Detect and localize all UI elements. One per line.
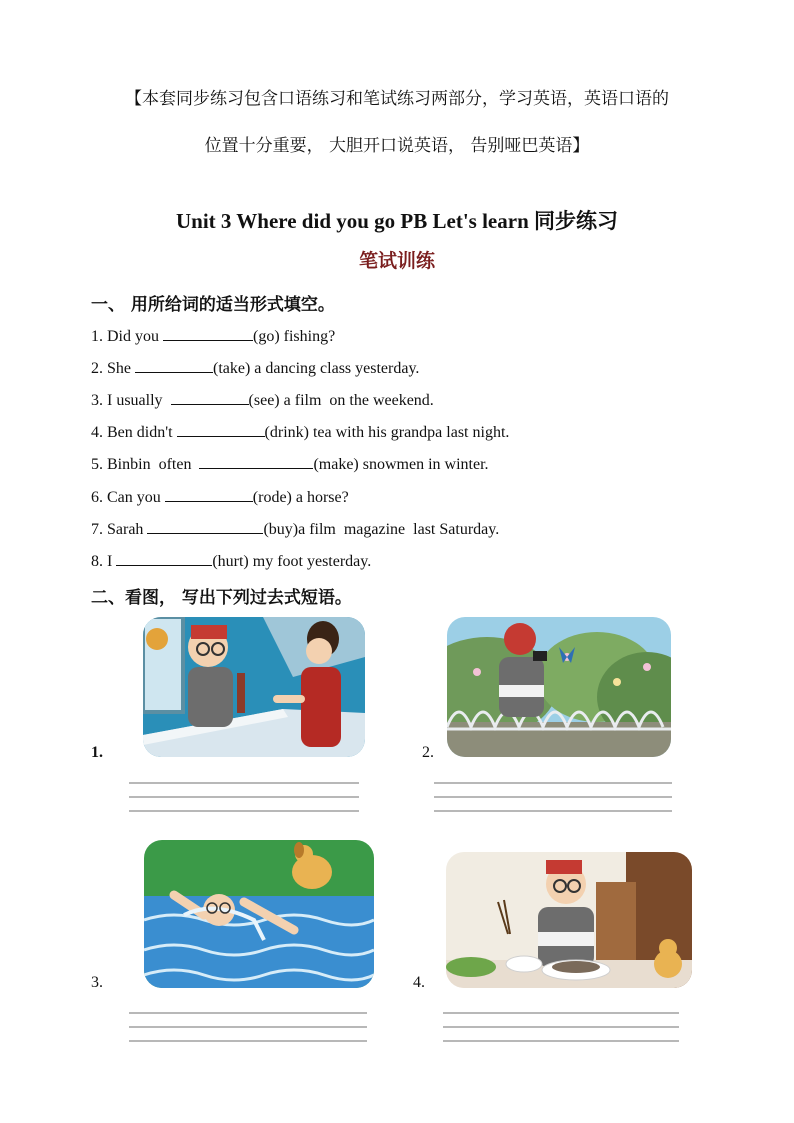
question-8: 8. I (hurt) my foot yesterday. <box>91 553 372 570</box>
intro-line-1: 【本套同步练习包含口语练习和笔试练习两部分，学习英语，英语口语的 <box>125 89 669 109</box>
answer-lines-3[interactable] <box>129 1012 367 1054</box>
question-3: 3. I usually (see) a film on the weekend. <box>91 392 434 409</box>
answer-lines-4[interactable] <box>443 1012 679 1054</box>
answer-blank[interactable] <box>116 551 212 566</box>
page-subtitle: 笔试训练 <box>358 250 435 272</box>
question-6: 6. Can you (rode) a horse? <box>91 489 349 506</box>
section-1-heading: 一、 用所给词的适当形式填空。 <box>91 295 335 315</box>
section-2-heading: 二、看图， 写出下列过去式短语。 <box>91 588 352 608</box>
picture-4-illustration <box>446 852 692 988</box>
picture-2-label: 2. <box>422 744 434 761</box>
picture-3-label: 3. <box>91 974 103 991</box>
question-7: 7. Sarah (buy)a film magazine last Saturday. <box>91 521 500 538</box>
answer-blank[interactable] <box>163 326 253 341</box>
answer-blank[interactable] <box>165 487 253 502</box>
answer-blank[interactable] <box>177 422 265 437</box>
picture-3-illustration <box>144 840 374 988</box>
question-2: 2. She (take) a dancing class yesterday. <box>91 360 420 377</box>
question-1: 1. Did you (go) fishing? <box>91 328 336 345</box>
picture-2-illustration <box>447 617 671 757</box>
answer-blank[interactable] <box>147 519 263 534</box>
question-4: 4. Ben didn't (drink) tea with his grandpa last night. <box>91 424 510 441</box>
question-5: 5. Binbin often (make) snowmen in winter. <box>91 456 489 473</box>
answer-blank[interactable] <box>171 390 249 405</box>
picture-1-label: 1. <box>91 744 103 761</box>
picture-1-illustration <box>143 617 365 757</box>
answer-blank[interactable] <box>135 358 213 373</box>
intro-line-2: 位置十分重要， 大胆开口说英语， 告别哑巴英语】 <box>204 136 590 156</box>
answer-lines-2[interactable] <box>434 782 672 824</box>
page-title: Unit 3 Where did you go PB Let's learn 同步练习 <box>176 209 618 233</box>
picture-4-label: 4. <box>413 974 425 991</box>
answer-blank[interactable] <box>199 454 313 469</box>
answer-lines-1[interactable] <box>129 782 359 824</box>
